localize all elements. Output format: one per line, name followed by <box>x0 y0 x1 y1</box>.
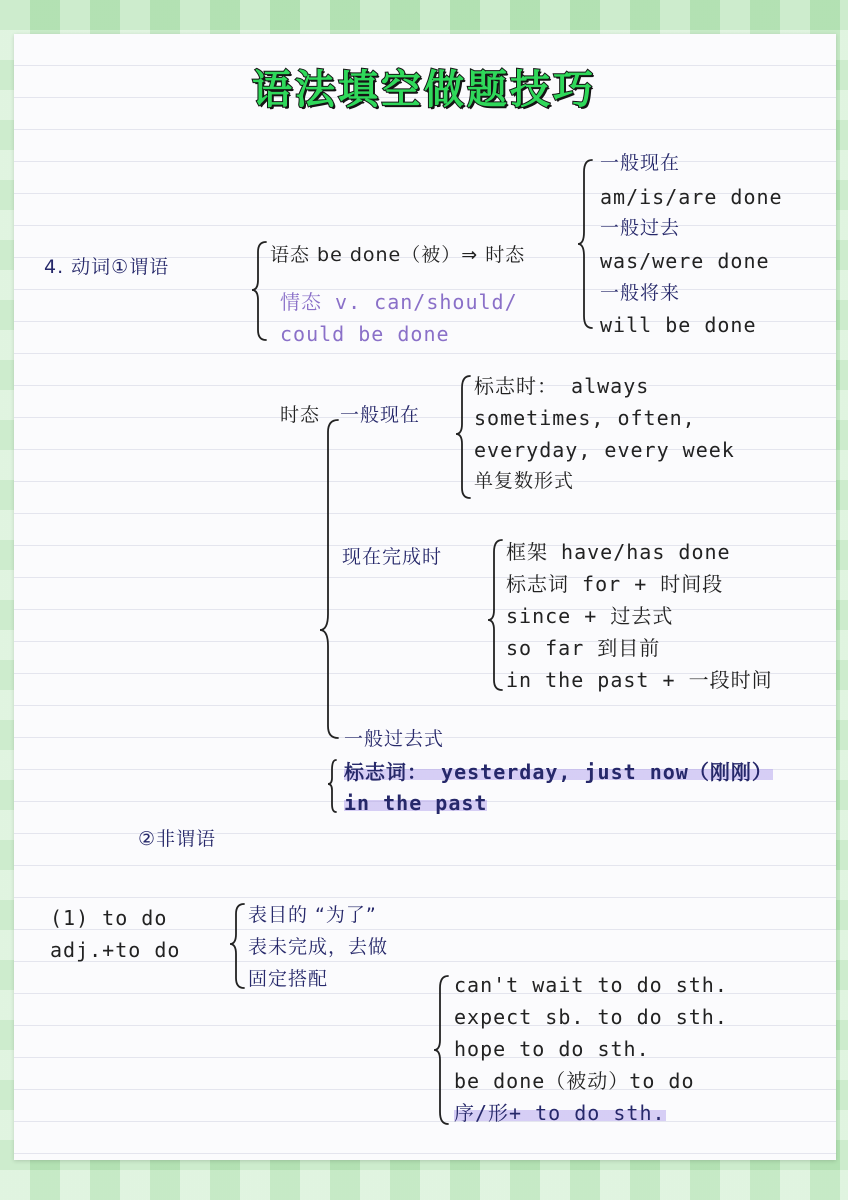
voice-line: 语态 be done（被）⇒ 时态 <box>270 244 526 266</box>
adj-to-do-item: adj.+to do <box>50 938 181 962</box>
past-simple-line-1: 标志词： yesterday, just now（刚刚） <box>344 760 773 784</box>
present-perfect-line-4: so far 到目前 <box>506 636 661 660</box>
present-perfect-line-3: since + 过去式 <box>506 604 674 628</box>
tense-future-form: will be done <box>600 313 757 337</box>
to-do-item: (1) to do <box>50 906 168 930</box>
meaning-2: 表未完成，去做 <box>248 936 389 958</box>
modal-line-1: 情态 v. can/should/ <box>280 290 518 314</box>
tense-past-form: was/were done <box>600 249 770 273</box>
tense-present-form: am/is/are done <box>600 185 783 209</box>
tense-present-label: 一般现在 <box>600 152 681 174</box>
present-simple-line-3: everyday, every week <box>474 438 735 462</box>
present-perfect-label: 现在完成时 <box>342 546 443 568</box>
present-perfect-line-5: in the past + 一段时间 <box>506 668 773 692</box>
collocation-3: hope to do sth. <box>454 1037 650 1061</box>
present-simple-line-1: 标志时： always <box>474 374 650 398</box>
present-simple-label: 一般现在 <box>340 404 421 426</box>
collocation-2: expect sb. to do sth. <box>454 1005 728 1029</box>
past-simple-label: 一般过去式 <box>344 728 445 750</box>
collocation-4: be done（被动）to do <box>454 1069 695 1093</box>
section4-label: 4. 动词①谓语 <box>44 256 170 278</box>
collocation-1: can't wait to do sth. <box>454 973 728 997</box>
collocation-5: 序/形+ to do sth. <box>454 1101 666 1125</box>
tense-future-label: 一般将来 <box>600 282 681 304</box>
past-simple-line-2: in the past <box>344 791 488 815</box>
meaning-1: 表目的 “为了” <box>248 904 377 926</box>
tense-section-label: 时态 <box>280 404 321 426</box>
present-perfect-line-2: 标志词 for + 时间段 <box>506 572 724 596</box>
meaning-3: 固定搭配 <box>248 968 329 990</box>
tense-past-label: 一般过去 <box>600 217 681 239</box>
page-title: 语法填空做题技巧 <box>252 67 596 113</box>
modal-line-2: could be done <box>280 322 450 346</box>
present-simple-line-2: sometimes, often, <box>474 406 696 430</box>
present-perfect-line-1: 框架 have/has done <box>506 540 731 564</box>
non-predicate-label: ②非谓语 <box>138 828 217 850</box>
present-simple-line-4: 单复数形式 <box>474 470 575 492</box>
